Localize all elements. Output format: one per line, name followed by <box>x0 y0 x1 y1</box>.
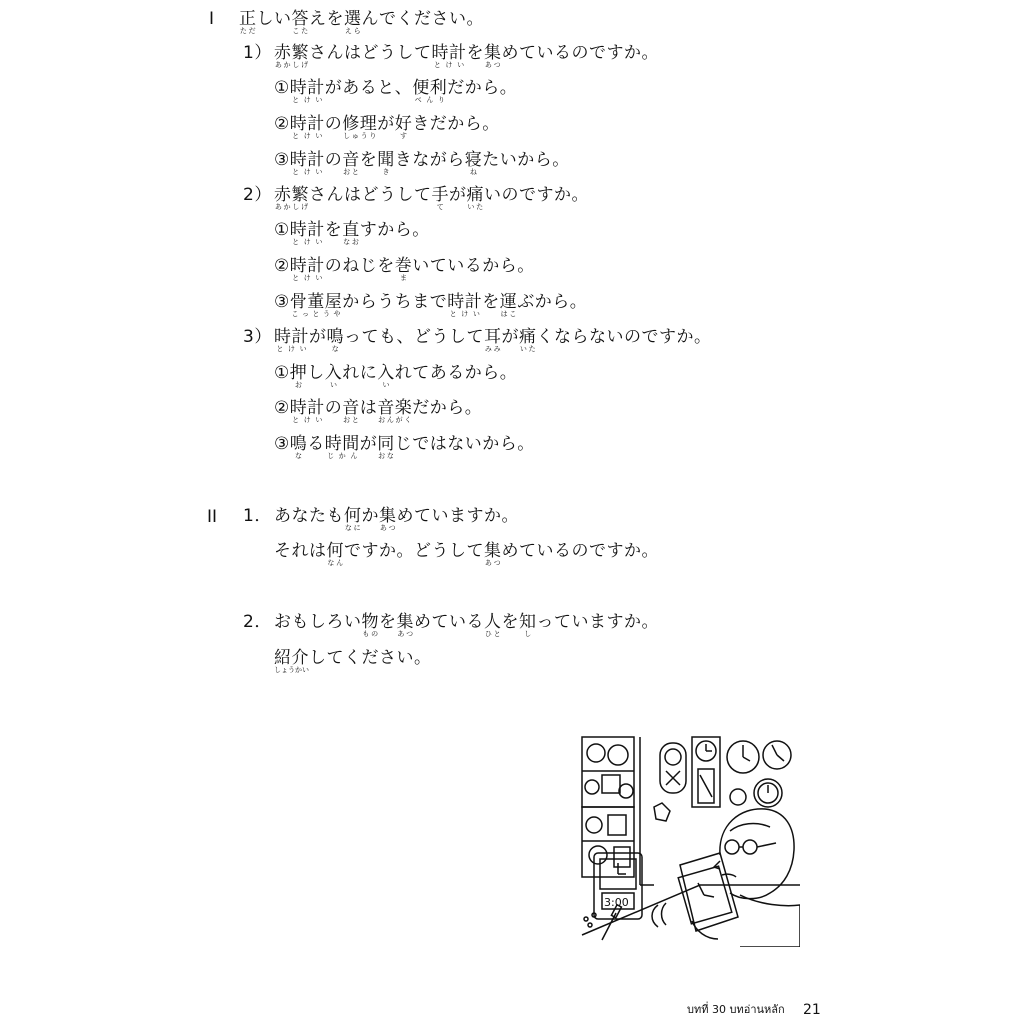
furigana: ひと <box>484 630 502 638</box>
text-run: れに <box>342 363 378 383</box>
text-run: んでください。 <box>361 9 484 29</box>
text-run: いのですか。 <box>484 185 589 205</box>
ruby-word: 同おな <box>377 434 395 460</box>
furigana: こっとうや <box>289 310 343 318</box>
ruby-word: 赤繁あかしげ <box>274 43 309 69</box>
text-run: それは <box>274 541 327 561</box>
furigana: じかん <box>324 452 360 460</box>
text-run: を <box>359 150 378 170</box>
ruby-word: 音おと <box>342 398 360 424</box>
text-run: ② <box>274 114 290 134</box>
q3-option-2[interactable] <box>274 397 482 423</box>
furigana: なお <box>342 238 360 246</box>
text-run: きながら <box>394 150 465 170</box>
furigana: ね <box>464 168 483 176</box>
text-run: くならないのですか。 <box>536 327 712 347</box>
furigana: いた <box>466 203 484 211</box>
ruby-word: 集あつ <box>484 43 502 69</box>
furigana: みみ <box>484 345 502 353</box>
q3-text <box>274 326 712 352</box>
text-run: の <box>324 398 343 418</box>
furigana: あつ <box>396 630 414 638</box>
furigana: えら <box>344 27 362 35</box>
furigana: いた <box>519 345 537 353</box>
ruby-word: 寝ね <box>464 150 483 176</box>
s2-item2-line2 <box>274 647 432 673</box>
text-run: っていますか。 <box>536 612 659 632</box>
text-run: を <box>379 612 397 632</box>
q1-text <box>274 42 659 68</box>
ruby-word: 鳴な <box>289 434 308 460</box>
furigana: い <box>324 381 343 389</box>
ruby-word: 修理しゅうり <box>342 114 378 140</box>
text-run: しい <box>256 9 292 29</box>
text-run: きだから。 <box>412 114 500 134</box>
furigana: とけい <box>289 416 325 424</box>
text-run: めている <box>414 612 484 632</box>
furigana: もの <box>361 630 379 638</box>
ruby-word: 時計とけい <box>289 256 325 282</box>
q2-text <box>274 184 589 210</box>
text-run: めているのですか。 <box>501 541 659 561</box>
ruby-word: 音楽おんがく <box>377 398 413 424</box>
q1-option-1[interactable] <box>274 77 517 103</box>
furigana: とけい <box>431 61 467 69</box>
text-run: ① <box>274 78 290 98</box>
text-run: が <box>449 185 467 205</box>
furigana: とけい <box>289 238 325 246</box>
ruby-word: 時計とけい <box>289 78 325 104</box>
ruby-word: 赤繁あかしげ <box>274 185 309 211</box>
furigana: とけい <box>274 345 309 353</box>
ruby-word: 何なん <box>326 541 344 567</box>
q3-label: 3） <box>243 327 272 347</box>
ruby-word: 時計とけい <box>447 292 483 318</box>
ruby-word: 時計とけい <box>431 43 467 69</box>
ruby-word: 運はこ <box>499 292 518 318</box>
ruby-word: 時間じかん <box>324 434 360 460</box>
q2-option-2[interactable] <box>274 255 535 281</box>
tools <box>584 905 621 940</box>
furigana: あつ <box>379 524 397 532</box>
text-run: は <box>359 398 378 418</box>
text-run: ③ <box>274 150 290 170</box>
furigana: し <box>519 630 537 638</box>
furigana: あかしげ <box>274 61 309 69</box>
furigana: おと <box>342 416 360 424</box>
furigana: あつ <box>484 61 502 69</box>
furigana: あつ <box>484 559 502 567</box>
furigana: て <box>431 203 449 211</box>
text-run: の <box>324 114 343 134</box>
text-run: ③ <box>274 434 290 454</box>
text-run: おもしろい <box>274 612 362 632</box>
section-1-instruction <box>239 8 484 34</box>
ruby-word: 痛いた <box>466 185 484 211</box>
furigana: べんり <box>412 96 448 104</box>
text-run: か <box>361 506 379 526</box>
q3-option-3[interactable] <box>274 433 535 459</box>
ruby-word: 骨董屋こっとうや <box>289 292 343 318</box>
ruby-word: 手て <box>431 185 449 211</box>
text-run: が <box>501 327 519 347</box>
text-run: じではないから。 <box>394 434 535 454</box>
text-run: が <box>359 434 378 454</box>
text-run: だから。 <box>447 78 518 98</box>
furigana: な <box>289 452 308 460</box>
ruby-word: 音おと <box>342 150 360 176</box>
ruby-word: 答こた <box>291 9 309 35</box>
s2-item1-line1 <box>274 505 519 531</box>
text-run: いているから。 <box>412 256 535 276</box>
ruby-word: 時計とけい <box>289 220 325 246</box>
clock-collector-illustration <box>580 735 800 947</box>
text-run: っても、どうして <box>344 327 484 347</box>
digital-clock-readout: 3:00 <box>604 896 629 909</box>
text-run: を <box>482 292 500 312</box>
clock-shelf <box>582 737 634 877</box>
furigana: あかしげ <box>274 203 309 211</box>
text-run: えを <box>309 9 344 29</box>
ruby-word: 押お <box>289 363 308 389</box>
furigana: な <box>326 345 344 353</box>
ruby-word: 選えら <box>344 9 362 35</box>
furigana: とけい <box>289 96 325 104</box>
text-run: ③ <box>274 292 290 312</box>
text-run: れてあるから。 <box>394 363 518 383</box>
text-run: さんはどうして <box>309 185 432 205</box>
q2-option-1[interactable] <box>274 219 430 245</box>
text-run: ① <box>274 363 290 383</box>
ruby-word: 正ただ <box>239 9 257 35</box>
text-run: を <box>501 612 519 632</box>
ruby-word: 物もの <box>361 612 379 638</box>
furigana: はこ <box>499 310 518 318</box>
q1-option-2[interactable] <box>274 113 500 139</box>
text-run: めているのですか。 <box>501 43 659 63</box>
ruby-word: 集あつ <box>396 612 414 638</box>
text-run: めていますか。 <box>396 506 519 526</box>
furigana: お <box>289 381 308 389</box>
furigana: い <box>377 381 395 389</box>
section-1-numeral: I <box>209 9 215 29</box>
ruby-word: 集あつ <box>379 506 397 532</box>
text-run: してください。 <box>309 648 432 668</box>
s2-item2-line1 <box>274 611 659 637</box>
chapter-footer: บทที่ 30 บทอ่านหลัก <box>687 1003 785 1016</box>
text-run: だから。 <box>412 398 483 418</box>
ruby-word: 耳みみ <box>484 327 502 353</box>
ruby-word: 集あつ <box>484 541 502 567</box>
text-run: が <box>377 114 395 134</box>
text-run: ① <box>274 220 290 240</box>
ruby-word: 紹介しょうかい <box>274 648 309 674</box>
ruby-word: 好す <box>394 114 413 140</box>
text-run: ぶから。 <box>517 292 588 312</box>
ruby-word: 鳴な <box>326 327 344 353</box>
text-run: ですか。どうして <box>344 541 484 561</box>
text-run: が <box>309 327 327 347</box>
furigana: こた <box>291 27 309 35</box>
ruby-word: 入い <box>324 363 343 389</box>
ruby-word: 時計とけい <box>289 150 325 176</box>
wall-clocks <box>654 737 791 821</box>
text-run: し <box>307 363 325 383</box>
ruby-word: 巻ま <box>394 256 413 282</box>
q2-option-3[interactable] <box>274 291 587 317</box>
ruby-word: 何なに <box>344 506 362 532</box>
ruby-word: 入い <box>377 363 395 389</box>
q1-option-3[interactable] <box>274 149 570 175</box>
q2-label: 2） <box>243 185 272 205</box>
q3-option-1[interactable] <box>274 362 517 388</box>
text-run: すから。 <box>359 220 430 240</box>
text-run: あなたも <box>274 506 344 526</box>
s2-item2-label: 2． <box>243 612 272 632</box>
furigana: しょうかい <box>274 666 309 674</box>
ruby-word: 知し <box>519 612 537 638</box>
furigana: なに <box>344 524 362 532</box>
page-number: 21 <box>803 1002 821 1018</box>
furigana: す <box>394 132 413 140</box>
section-2-numeral: II <box>207 507 218 527</box>
ruby-word: 時計とけい <box>289 398 325 424</box>
ruby-word: 聞き <box>377 150 395 176</box>
s2-item1-label: 1． <box>243 506 272 526</box>
furigana: とけい <box>447 310 483 318</box>
ruby-word: 便利べんり <box>412 78 448 104</box>
furigana: おな <box>377 452 395 460</box>
text-run: のねじを <box>324 256 395 276</box>
text-run: さんはどうして <box>309 43 432 63</box>
q1-label: 1） <box>243 43 272 63</box>
text-run: からうちまで <box>342 292 448 312</box>
furigana: とけい <box>289 132 325 140</box>
ruby-word: 直なお <box>342 220 360 246</box>
furigana: おと <box>342 168 360 176</box>
man-with-clock <box>652 809 800 947</box>
furigana: なん <box>326 559 344 567</box>
furigana: とけい <box>289 274 325 282</box>
furigana: ただ <box>239 27 257 35</box>
text-run: の <box>324 150 343 170</box>
furigana: ま <box>394 274 413 282</box>
ruby-word: 時計とけい <box>274 327 309 353</box>
text-run: を <box>324 220 343 240</box>
text-run: があると、 <box>324 78 413 98</box>
furigana: き <box>377 168 395 176</box>
text-run: たいから。 <box>482 150 570 170</box>
ruby-word: 人ひと <box>484 612 502 638</box>
text-run: ② <box>274 398 290 418</box>
text-run: る <box>307 434 325 454</box>
ruby-word: 時計とけい <box>289 114 325 140</box>
text-run: ② <box>274 256 290 276</box>
s2-item1-line2 <box>274 540 659 566</box>
furigana: おんがく <box>377 416 413 424</box>
ruby-word: 痛いた <box>519 327 537 353</box>
text-run: を <box>466 43 484 63</box>
furigana: しゅうり <box>342 132 378 140</box>
furigana: とけい <box>289 168 325 176</box>
